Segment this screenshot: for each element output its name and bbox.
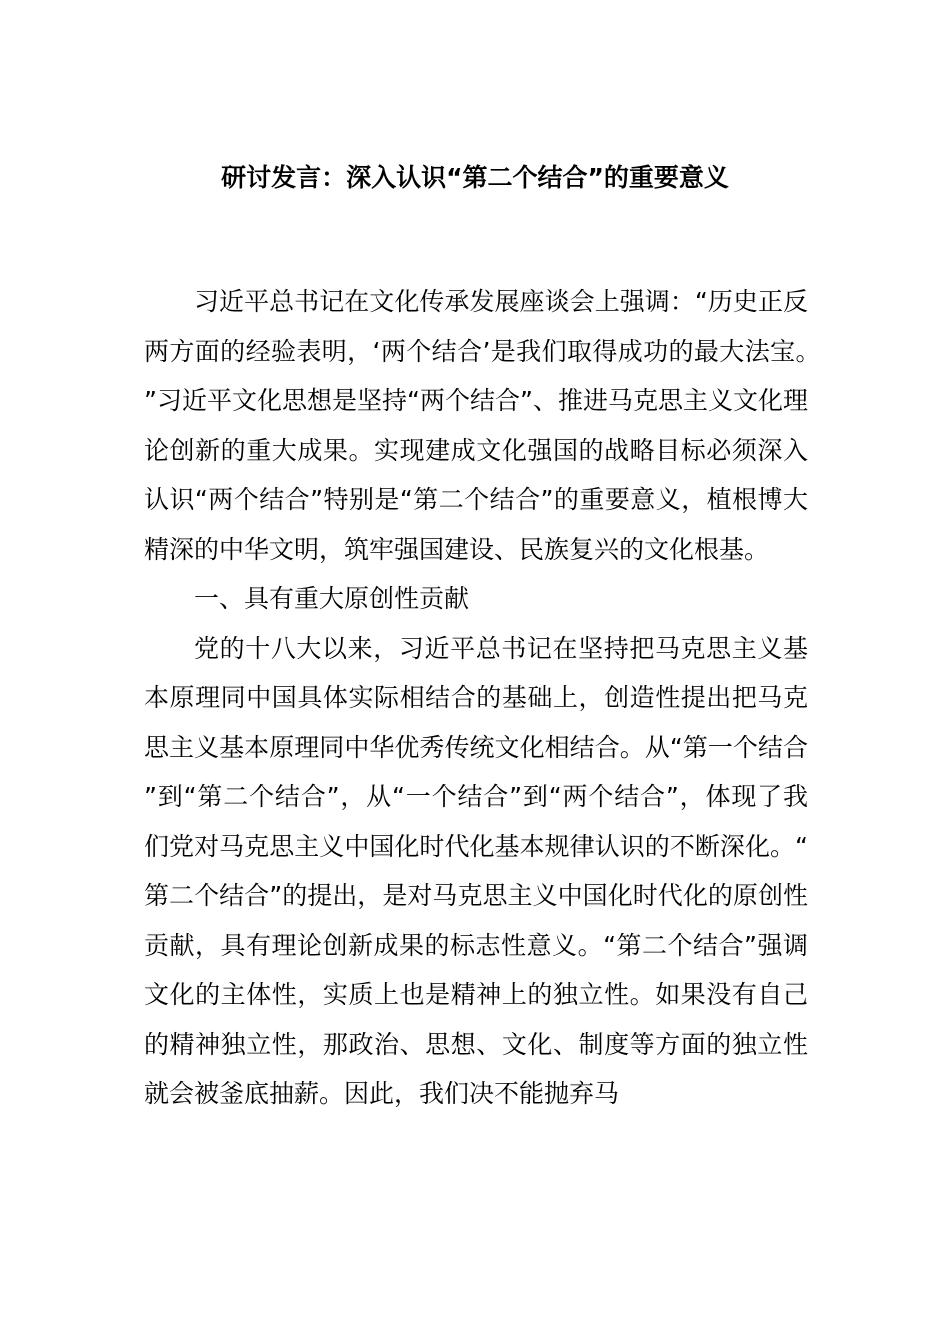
document-title: 研讨发言：深入认识“第二个结合”的重要意义	[221, 163, 729, 192]
section-1-paragraph: 党的十八大以来，习近平总书记在坚持把马克思主义基本原理同中国具体实际相结合的基础上，创造性提出把马克思主义基本原理同中华优秀传统文化相结合。从“第一个结合”到“第二个结合”，从“一个结合”到“两个结合”，体现了我们党对马克思主义中国化时代化基本规律认识的不断深化。“第二个结合”的提出，是对马克思主义中国化时代化的原创性贡献，具有理论创新成果的标志性意义。“第二个结合”强调文化的主体性，实质上也是精神上的独立性。如果没有自己的精神独立性，那政治、思想、文化、制度等方面的独立性就会被釜底抽薪。因此，我们决不能抛弃马	[144, 633, 808, 1108]
section-heading-1: 一、具有重大原创性贡献	[194, 584, 470, 613]
document-body	[144, 277, 808, 1119]
intro-paragraph: 习近平总书记在文化传承发展座谈会上强调：“历史正反两方面的经验表明，‘两个结合’是我们取得成功的最大法宝。”习近平文化思想是坚持“两个结合”、推进马克思主义文化理论创新的重大成果。实现建成文化强国的战略目标必须深入认识“两个结合”特别是“第二个结合”的重要意义，植根博大精深的中华文明，筑牢强国建设、民族复兴的文化根基。	[144, 287, 808, 564]
